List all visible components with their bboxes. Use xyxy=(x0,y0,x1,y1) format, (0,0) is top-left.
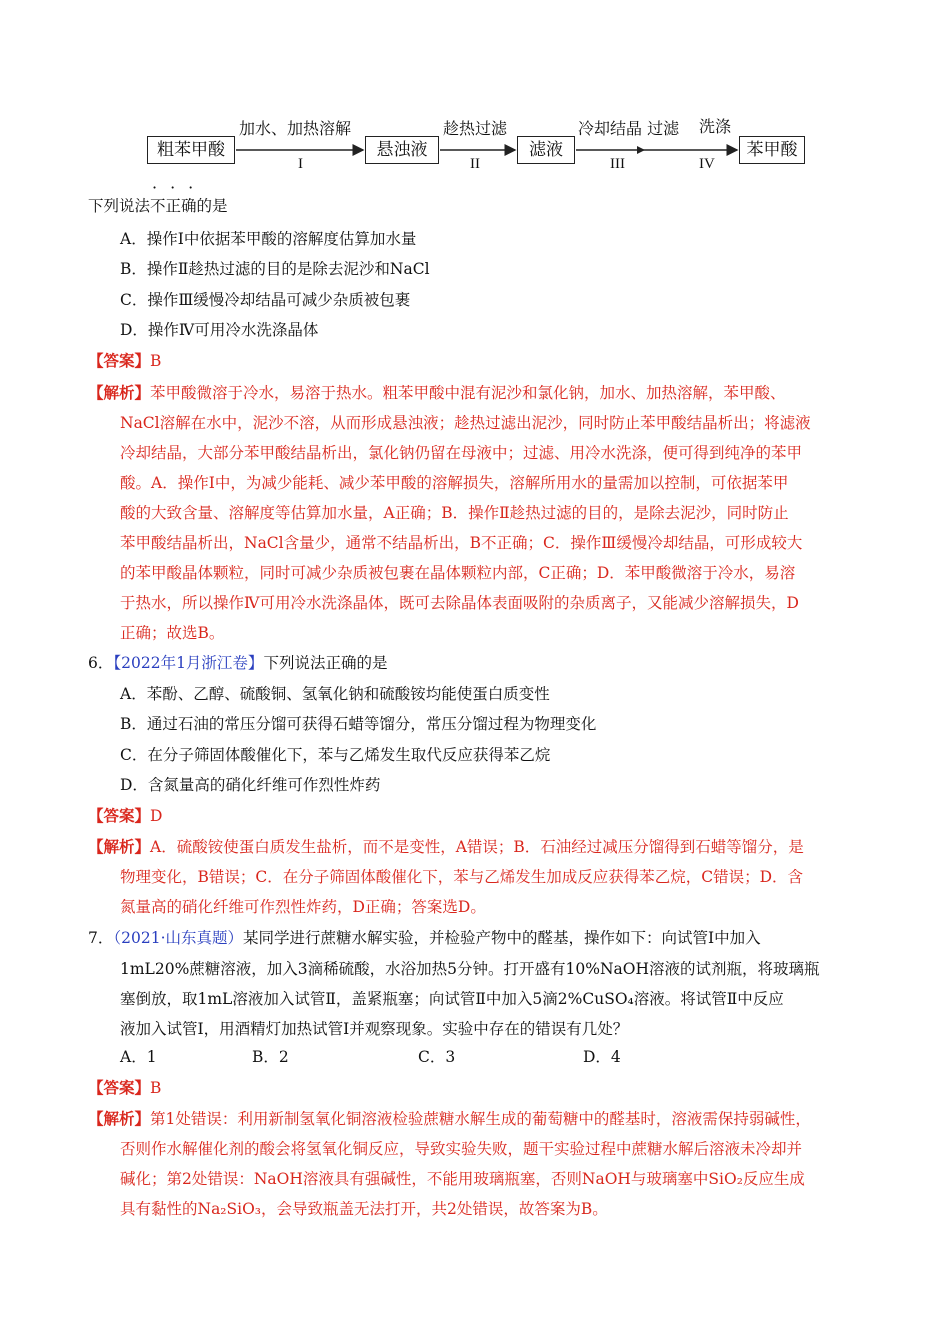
q5-analysis-line-5: 酸的大致含量、溶解度等估算加水量，A正确；B．操作Ⅱ趁热过滤的目的，是除去泥沙，同时防止 xyxy=(120,504,789,522)
q7-option-d: D．4 xyxy=(583,1048,621,1066)
q7-answer-value: B xyxy=(150,1079,162,1097)
q6-header xyxy=(88,653,387,673)
q6-answer-tag: 【答案】 xyxy=(88,806,151,825)
q5-option-a: A．操作Ⅰ中依据苯甲酸的溶解度估算加水量 xyxy=(120,230,417,248)
q6-analysis-line-1 xyxy=(88,837,804,857)
q6-answer-value: D xyxy=(150,807,163,825)
q7-analysis-tag: 【解析】 xyxy=(88,1109,151,1128)
q7-source: （2021·山东真题） xyxy=(113,929,243,947)
q5-analysis-line-7: 的苯甲酸晶体颗粒，同时可减少杂质被包裹在晶体颗粒内部，C正确；D．苯甲酸微溶于冷水，易溶 xyxy=(120,564,796,582)
q6-analysis-line-3: 氮量高的硝化纤维可作烈性炸药，D正确；答案选D。 xyxy=(120,898,486,916)
q5-analysis-line-9: 正确；故选B。 xyxy=(120,624,225,642)
q6-option-b: B．通过石油的常压分馏可获得石蜡等馏分，常压分馏过程为物理变化 xyxy=(120,715,597,733)
q5-analysis-tag: 【解析】 xyxy=(88,383,151,402)
q5-analysis-line-2: NaCl溶解在水中，泥沙不溶，从而形成悬浊液；趁热过滤出泥沙，同时防止苯甲酸结晶析出；将滤液 xyxy=(120,414,811,432)
q7-answer xyxy=(88,1078,161,1098)
q7-analysis-line-3: 碱化；第2处错误：NaOH溶液具有强碱性，不能用玻璃瓶塞，否则NaOH与玻璃塞中SiO₂反应生成 xyxy=(120,1170,805,1188)
q6-analysis-line-2: 物理变化，B错误；C．在分子筛固体酸催化下，苯与乙烯发生加成反应获得苯乙烷，C错误；D．含 xyxy=(120,868,804,886)
q7-analysis-line-4: 具有黏性的Na₂SiO₃，会导致瓶盖无法打开，共2处错误，故答案为B。 xyxy=(120,1200,608,1218)
step-3-number: III xyxy=(610,156,625,172)
q5-answer-tag: 【答案】 xyxy=(88,351,151,370)
q5-analysis-text-1: 苯甲酸微溶于冷水，易溶于热水。粗苯甲酸中混有泥沙和氯化钠，加水、加热溶解，苯甲酸、 xyxy=(150,384,786,402)
q5-analysis-line-1 xyxy=(88,383,786,403)
q6-option-d: D．含氮量高的硝化纤维可作烈性炸药 xyxy=(120,776,381,794)
q6-answer xyxy=(88,806,162,826)
q7-text-4: 液加入试管Ⅰ，用酒精灯加热试管Ⅰ并观察现象。实验中存在的错误有几处？ xyxy=(120,1020,629,1038)
q7-number: 7． xyxy=(88,929,114,947)
q6-analysis-text-1: A．硫酸铵使蛋白质发生盐析，而不是变性，A错误；B．石油经过减压分馏得到石蜡等馏分，是 xyxy=(150,838,804,856)
q5-analysis-line-6: 苯甲酸结晶析出，NaCl含量少，通常不结晶析出，B不正确；C．操作Ⅲ缓慢冷却结晶，可形成较大 xyxy=(120,534,803,552)
step-3-label: 冷却结晶 过滤 xyxy=(578,119,680,138)
q5-analysis-line-8: 于热水，所以操作Ⅳ可用冷水洗涤晶体，既可去除晶体表面吸附的杂质离子，又能减少溶解损失，D xyxy=(120,594,799,612)
q5-answer-value: B xyxy=(150,352,162,370)
flow-box-suspension: 悬浊液 xyxy=(365,136,439,164)
q5-answer xyxy=(88,351,161,371)
step-4-number: IV xyxy=(699,156,715,172)
step-4-label: 洗涤 xyxy=(699,117,732,136)
q5-analysis-line-3: 冷却结晶，大部分苯甲酸结晶析出，氯化钠仍留在母液中；过滤、用冷水洗涤，便可得到纯净的苯甲 xyxy=(120,444,803,462)
step-2-label: 趁热过滤 xyxy=(443,119,508,138)
q6-analysis-tag: 【解析】 xyxy=(88,837,151,856)
q5-option-d: D．操作Ⅳ可用冷水洗涤晶体 xyxy=(120,321,319,339)
q6-stem: 下列说法正确的是 xyxy=(263,654,388,672)
step-1-number: I xyxy=(298,156,303,172)
flow-box-product: 苯甲酸 xyxy=(739,136,805,164)
q7-option-b: B．2 xyxy=(252,1048,289,1066)
q6-option-c: C．在分子筛固体酸催化下，苯与乙烯发生取代反应获得苯乙烷 xyxy=(120,746,551,764)
step-2-number: II xyxy=(470,156,480,172)
q6-number: 6． xyxy=(88,654,114,672)
q7-analysis-text-1: 第1处错误：利用新制氢氧化铜溶液检验蔗糖水解生成的葡萄糖中的醛基时，溶液需保持弱碱性， xyxy=(150,1110,811,1128)
q7-option-c: C．3 xyxy=(418,1048,456,1066)
q6-source: 【2022年1月浙江卷】 xyxy=(113,654,264,672)
q7-header xyxy=(88,928,761,948)
q5-analysis-line-4: 酸。A．操作Ⅰ中，为减少能耗、减少苯甲酸的溶解损失，溶解所用水的量需加以控制，可依据苯甲 xyxy=(120,474,789,492)
q7-answer-tag: 【答案】 xyxy=(88,1078,151,1097)
q5-option-c: C．操作Ⅲ缓慢冷却结晶可减少杂质被包裹 xyxy=(120,291,411,309)
q5-option-b: B．操作Ⅱ趁热过滤的目的是除去泥沙和NaCl xyxy=(120,260,430,278)
flow-box-crude: 粗苯甲酸 xyxy=(147,136,235,164)
q7-option-a: A．1 xyxy=(120,1048,157,1066)
q7-text-1: 某同学进行蔗糖水解实验，并检验产物中的醛基，操作如下：向试管Ⅰ中加入 xyxy=(243,929,761,947)
process-flow-diagram xyxy=(147,112,807,182)
q7-text-2: 1mL20%蔗糖溶液，加入3滴稀硫酸，水浴加热5分钟。打开盛有10%NaOH溶液的试剂瓶，将玻璃瓶 xyxy=(120,960,820,978)
emphasis-dots: ··· xyxy=(152,178,207,197)
q6-option-a: A．苯酚、乙醇、硫酸铜、氢氧化钠和硫酸铵均能使蛋白质变性 xyxy=(120,685,550,703)
q7-text-3: 塞倒放，取1mL溶液加入试管Ⅱ，盖紧瓶塞；向试管Ⅱ中加入5滴2%CuSO₄溶液。将试管Ⅱ中反应 xyxy=(120,990,784,1008)
flow-box-filtrate: 滤液 xyxy=(517,136,575,164)
q7-analysis-line-2: 否则作水解催化剂的酸会将氢氧化铜反应，导致实验失败，题干实验过程中蔗糖水解后溶液未冷却并 xyxy=(120,1140,803,1158)
q5-stem: 下列说法不正确的是 xyxy=(88,197,228,215)
step-1-label: 加水、加热溶解 xyxy=(239,119,352,138)
arrow-step-3-head xyxy=(637,146,645,154)
q7-analysis-line-1 xyxy=(88,1109,811,1129)
